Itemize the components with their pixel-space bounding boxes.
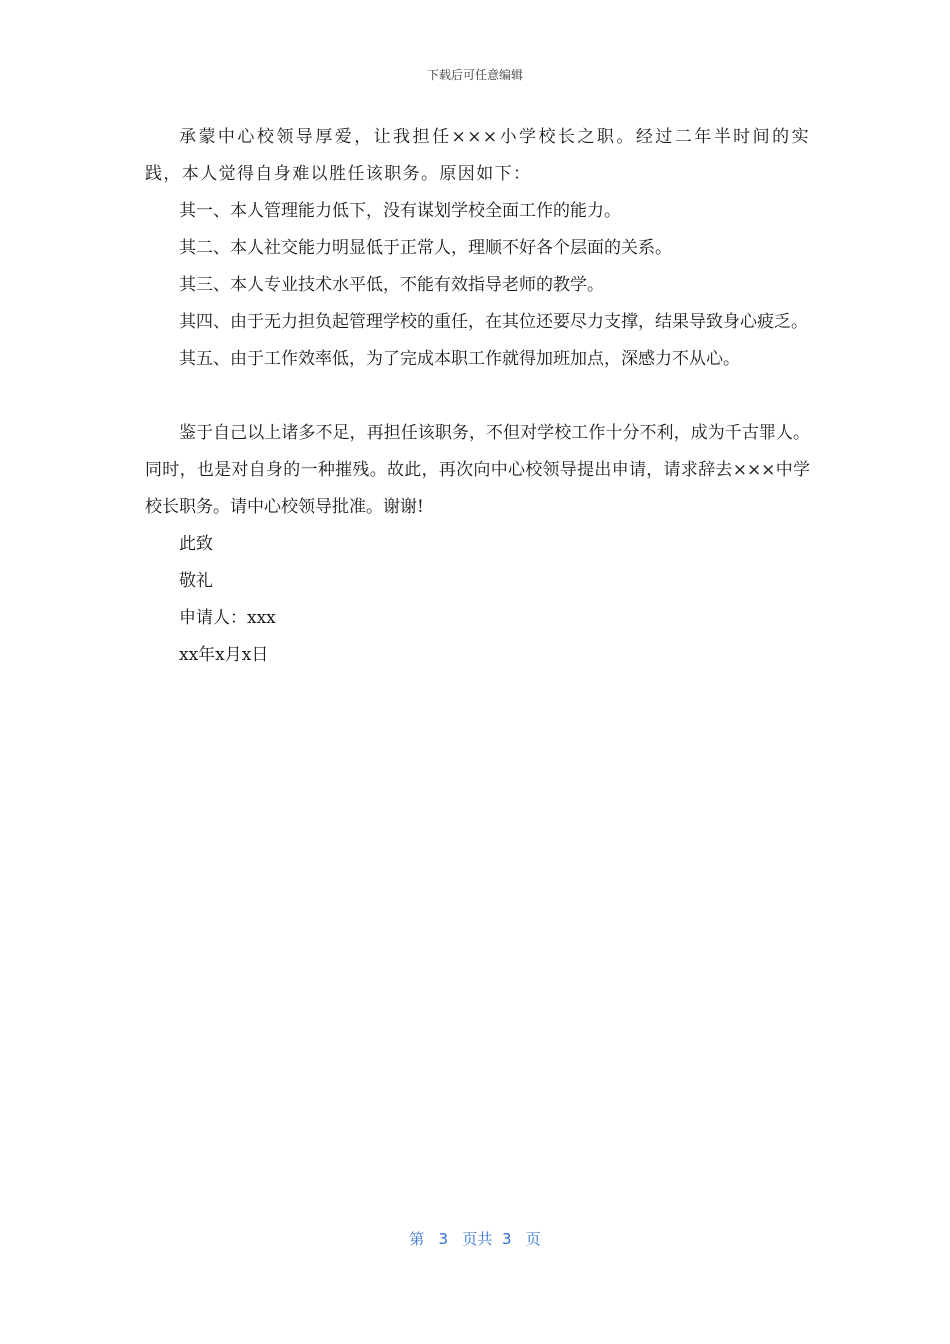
letter-conclusion: 鉴于自己以上诸多不足，再担任该职务，不但对学校工作十分不利，成为千古罪人。同时，也是对自身的一种摧残。故此，再次向中心校领导提出申请，请求辞去×××中学校长职务。请中心校领导批准。谢谢! xyxy=(145,423,810,517)
letter-date: xx年x月x日 xyxy=(179,645,269,665)
letter-intro: 承蒙中心校领导厚爱，让我担任×××小学校长之职。经过二年半时间的实践，本人觉得自身难以胜任该职务。原因如下： xyxy=(145,127,810,184)
closing-regards: 敬礼 xyxy=(179,571,213,591)
reason-item: 其三、本人专业技术水平低，不能有效指导老师的教学。 xyxy=(179,275,604,295)
page-suffix: 页 xyxy=(525,1230,541,1248)
closing-salutation: 此致 xyxy=(179,534,213,554)
page-header: 下载后可任意编辑 xyxy=(426,68,523,82)
letter-body xyxy=(145,119,810,674)
applicant-signature: 申请人：xxx xyxy=(179,608,276,628)
page-prefix: 第 xyxy=(409,1230,425,1248)
page-footer xyxy=(0,1228,950,1249)
paragraph-spacer xyxy=(145,378,810,415)
reason-item: 其一、本人管理能力低下，没有谋划学校全面工作的能力。 xyxy=(179,201,621,221)
reason-item: 其五、由于工作效率低，为了完成本职工作就得加班加点，深感力不从心。 xyxy=(179,349,740,369)
total-pages-number: 3 xyxy=(501,1230,512,1248)
reason-item: 其四、由于无力担负起管理学校的重任，在其位还要尽力支撑，结果导致身心疲乏。 xyxy=(179,312,808,332)
current-page-number: 3 xyxy=(438,1230,449,1248)
page-middle: 页共 xyxy=(462,1230,493,1248)
reason-item: 其二、本人社交能力明显低于正常人，理顺不好各个层面的关系。 xyxy=(179,238,672,258)
